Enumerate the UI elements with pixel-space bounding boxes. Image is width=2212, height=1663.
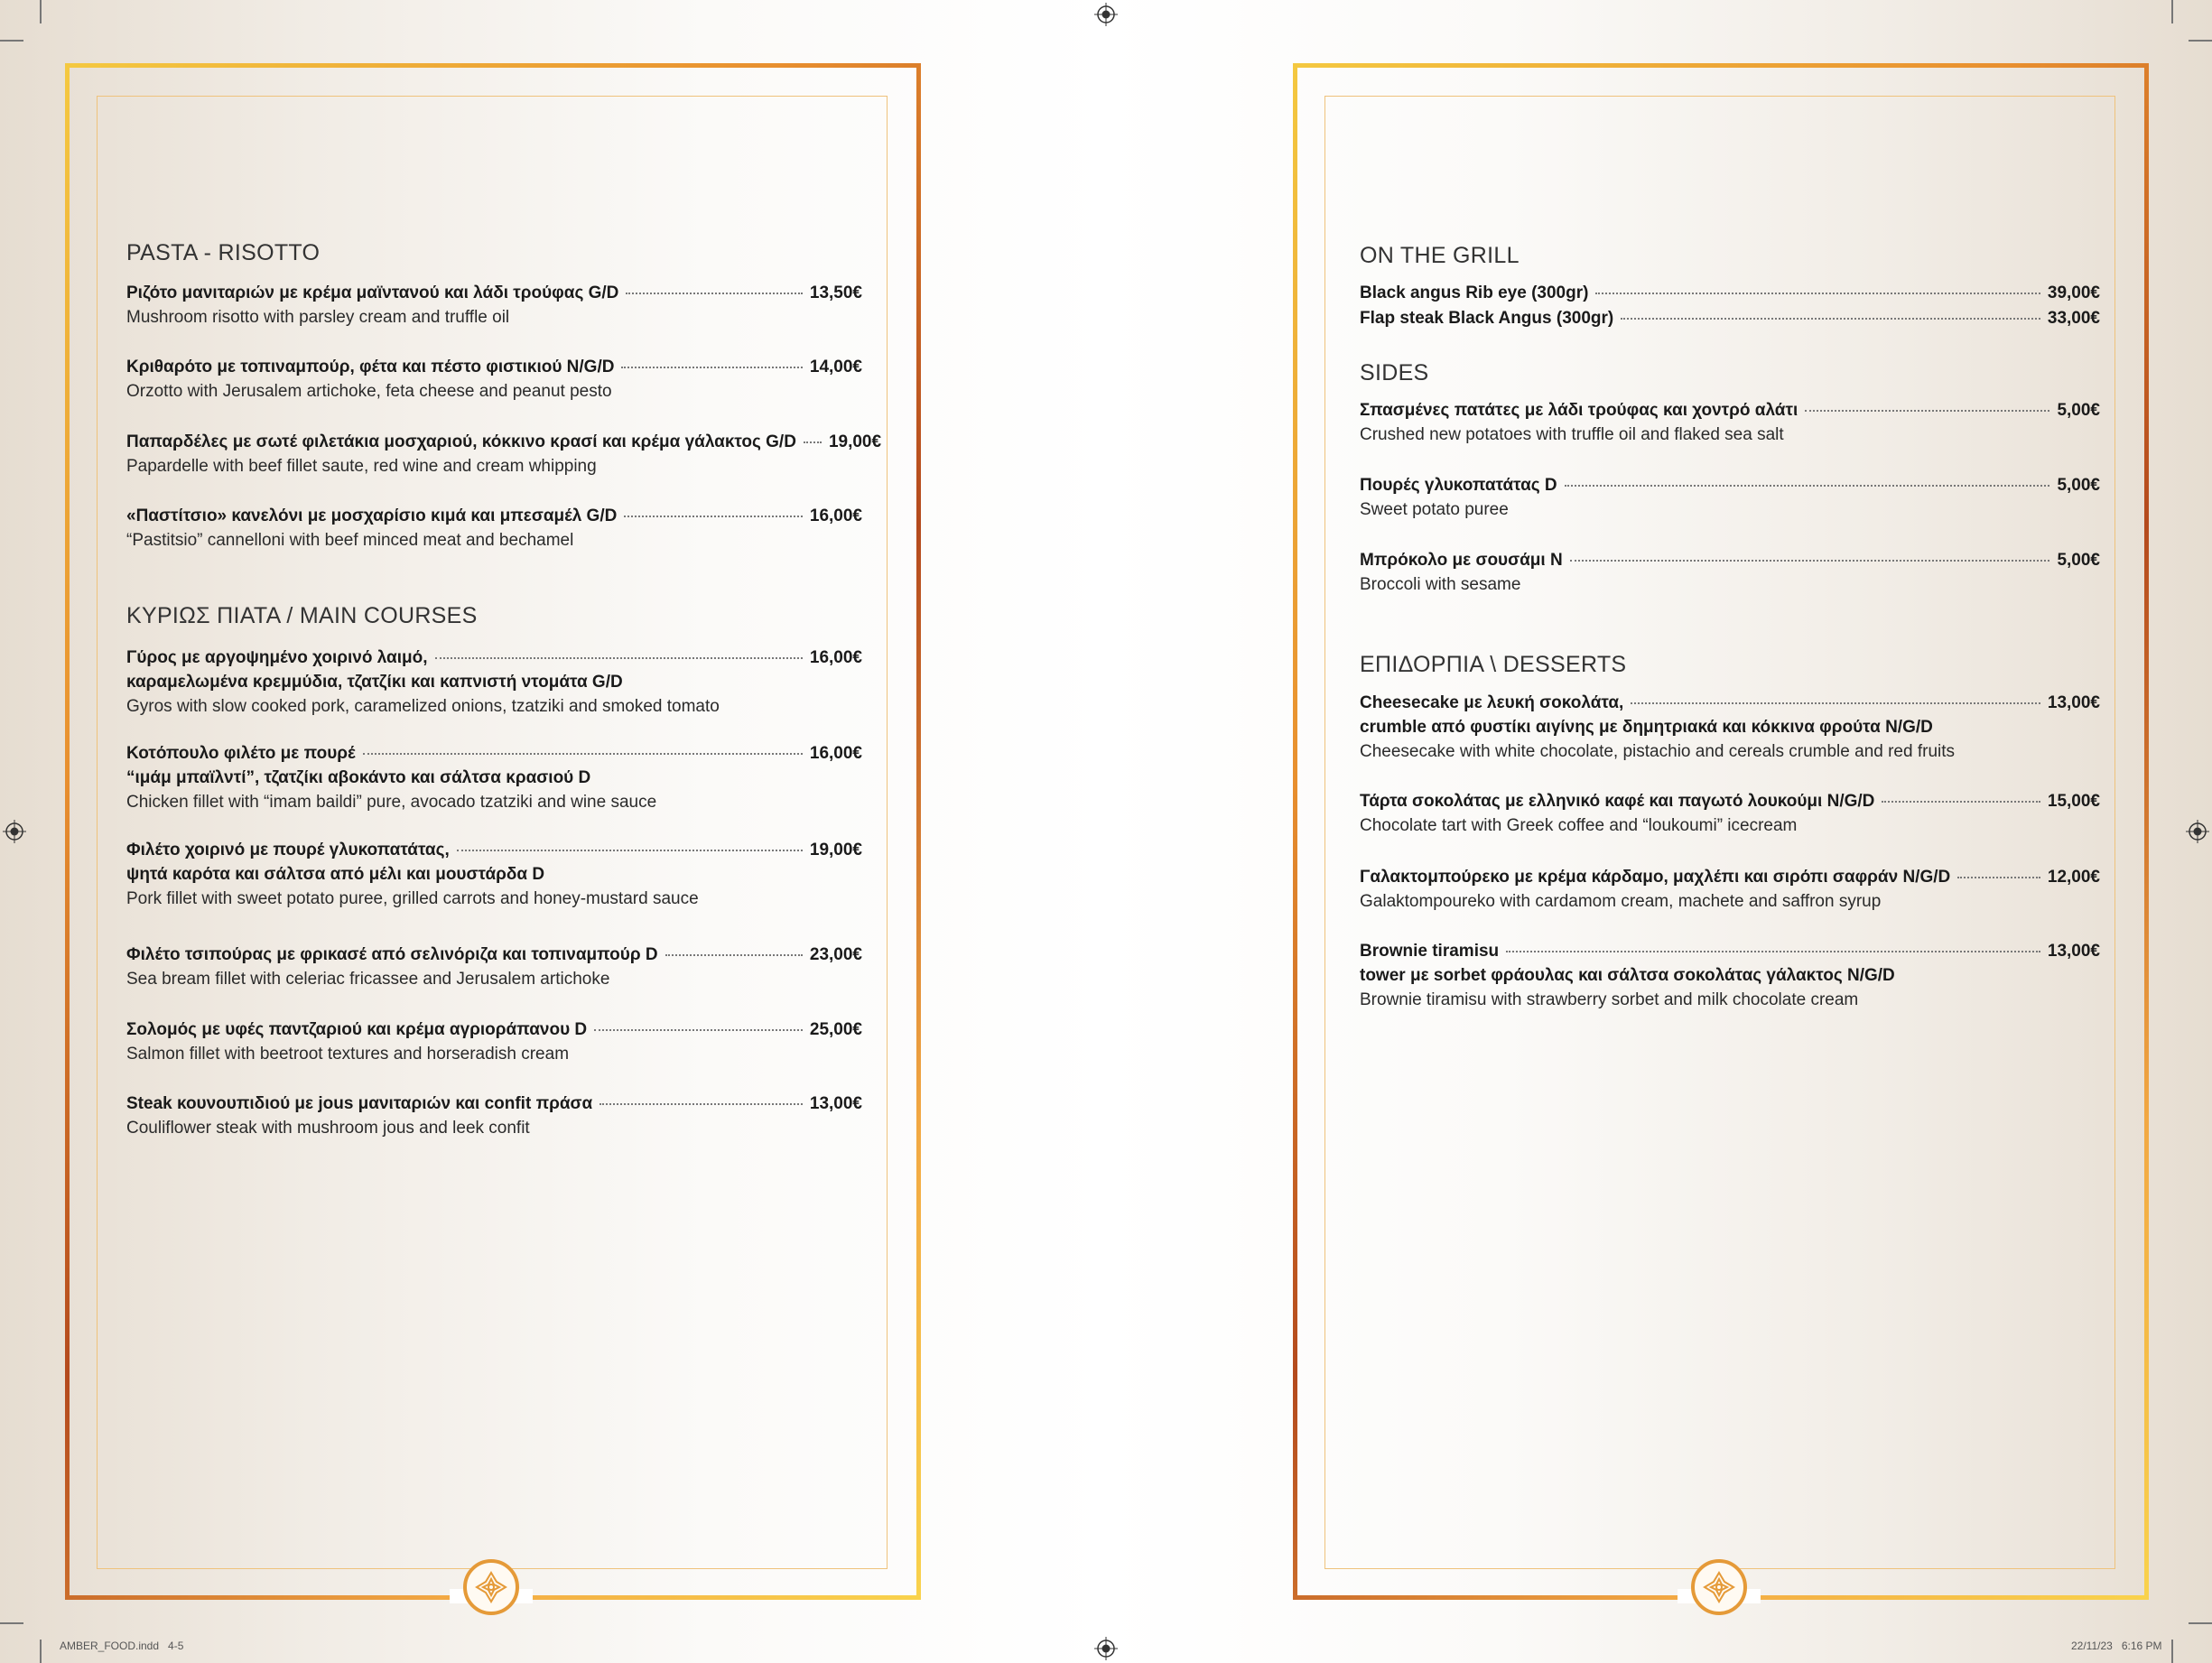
print-timestamp: 22/11/23 6:16 PM <box>2071 1640 2162 1652</box>
menu-item <box>126 648 862 717</box>
menu-item <box>1360 792 2100 836</box>
item-name: «Παστίτσιο» κανελόνι με μοσχαρίσιο κιμά και μπεσαμέλ G/D <box>126 506 618 525</box>
item-description: Papardelle with beef fillet saute, red wine and cream whipping <box>126 457 597 476</box>
item-name: Flap steak Black Angus (300gr) <box>1360 309 1614 328</box>
item-price: 16,00€ <box>809 506 862 525</box>
item-price: 13,00€ <box>2047 942 2100 961</box>
item-description: Crushed new potatoes with truffle oil and flaked sea salt <box>1360 425 1784 444</box>
leader-dots <box>594 1029 803 1031</box>
leader-dots <box>1882 801 2040 803</box>
ornament-icon <box>473 1569 509 1605</box>
item-name: Πουρές γλυκοπατάτας D <box>1360 476 1557 495</box>
item-description: Orzotto with Jerusalem artichoke, feta cheese and peanut pesto <box>126 382 612 401</box>
item-description: “Pastitsio” cannelloni with beef minced meat and bechamel <box>126 531 574 550</box>
right-emblem <box>1691 1559 1747 1615</box>
section-title-on-the-grill: ON THE GRILL <box>1360 243 1520 268</box>
item-description: Couliflower steak with mushroom jous and leek confit <box>126 1119 530 1138</box>
item-price: 5,00€ <box>2057 551 2100 570</box>
item-name: Ριζότο μανιταριών με κρέμα μαϊντανού και λάδι τρούφας G/D <box>126 283 619 302</box>
item-price: 13,50€ <box>809 283 862 302</box>
item-name: Σολομός με υφές παντζαριού και κρέμα αγριοράπανου D <box>126 1020 588 1039</box>
leader-dots <box>624 516 803 517</box>
item-name-continued: crumble από φυστίκι αιγίνης με δημητριακά και κόκκινα φρούτα N/G/D <box>1360 718 1933 737</box>
item-name: Κριθαρότο με τοπιναμπούρ, φέτα και πέστο φιστικιού N/G/D <box>126 358 615 376</box>
menu-item <box>126 1094 862 1138</box>
item-description: Chocolate tart with Greek coffee and “loukoumi” icecream <box>1360 816 1798 835</box>
leader-dots <box>363 753 803 755</box>
item-name: Brownie tiramisu <box>1360 942 1500 961</box>
item-price: 33,00€ <box>2047 309 2100 328</box>
crop-mark <box>0 40 23 42</box>
registration-mark-icon <box>3 820 26 843</box>
crop-mark <box>40 0 42 23</box>
section-title-sides: SIDES <box>1360 360 1429 386</box>
item-description: Mushroom risotto with parsley cream and truffle oil <box>126 308 510 327</box>
item-description: Broccoli with sesame <box>1360 575 1521 594</box>
item-name: Σπασμένες πατάτες με λάδι τρούφας και χοντρό αλάτι <box>1360 401 1798 420</box>
menu-item <box>1360 693 2100 762</box>
item-price: 5,00€ <box>2057 401 2100 420</box>
leader-dots <box>1565 485 2050 487</box>
menu-item <box>126 1020 862 1064</box>
item-name: Φιλέτο χοιρινό με πουρέ γλυκοπατάτας, <box>126 841 450 859</box>
item-name-continued: ψητά καρότα και σάλτσα από μέλι και μουστάρδα D <box>126 865 545 884</box>
menu-item <box>126 744 862 813</box>
item-price: 12,00€ <box>2047 868 2100 887</box>
leader-dots <box>1631 702 2040 704</box>
item-name: Steak κουνουπιδιού με jous μανιταριών και confit πράσα <box>126 1094 593 1113</box>
item-name: Παπαρδέλες με σωτέ φιλετάκια μοσχαριού, κόκκινο κρασί και κρέμα γάλακτος G/D <box>126 432 796 451</box>
crop-mark <box>2189 1622 2212 1624</box>
item-description: Chicken fillet with “imam baildi” pure, avocado tzatziki and wine sauce <box>126 793 657 812</box>
menu-item <box>1360 551 2100 595</box>
crop-mark <box>2171 0 2173 23</box>
item-price: 14,00€ <box>809 358 862 376</box>
item-price: 13,00€ <box>2047 693 2100 712</box>
item-price: 19,00€ <box>809 841 862 859</box>
leader-dots <box>599 1103 803 1105</box>
item-description: Sweet potato puree <box>1360 500 1509 519</box>
menu-item <box>126 945 862 989</box>
menu-item <box>1360 868 2100 912</box>
item-price: 23,00€ <box>809 945 862 964</box>
item-price: 13,00€ <box>809 1094 862 1113</box>
menu-item <box>126 432 882 477</box>
menu-item <box>126 283 862 328</box>
item-name: Cheesecake με λευκή σοκολάτα, <box>1360 693 1624 712</box>
leader-dots <box>665 954 803 956</box>
registration-mark-icon <box>1094 3 1118 26</box>
section-title-main-courses: ΚΥΡΙΩΣ ΠΙΑΤΑ / MAIN COURSES <box>126 603 478 628</box>
leader-dots <box>1570 560 2050 562</box>
item-name: Γύρος με αργοψημένο χοιρινό λαιμό, <box>126 648 428 667</box>
registration-mark-icon <box>2186 820 2209 843</box>
item-name: Γαλακτομπούρεκο με κρέμα κάρδαμο, μαχλέπι και σιρόπι σαφράν N/G/D <box>1360 868 1951 887</box>
item-name-continued: καραμελωμένα κρεμμύδια, τζατζίκι και καπνιστή ντομάτα G/D <box>126 673 623 692</box>
menu-item <box>126 358 862 402</box>
item-price: 15,00€ <box>2047 792 2100 811</box>
menu-item <box>1360 476 2100 520</box>
leader-dots <box>1957 877 2040 878</box>
leader-dots <box>435 657 803 659</box>
item-description: Gyros with slow cooked pork, caramelized onions, tzatziki and smoked tomato <box>126 697 720 716</box>
section-title-desserts: ΕΠΙΔΟΡΠΙΑ \ DESSERTS <box>1360 652 1627 677</box>
ornament-icon <box>1701 1569 1737 1605</box>
crop-mark <box>0 1622 23 1624</box>
item-price: 16,00€ <box>809 648 862 667</box>
leader-dots <box>626 293 802 294</box>
item-name: Κοτόπουλο φιλέτο με πουρέ <box>126 744 356 763</box>
item-name: Μπρόκολο με σουσάμι N <box>1360 551 1563 570</box>
registration-mark-icon <box>1094 1637 1118 1660</box>
menu-item <box>126 841 862 909</box>
leader-dots <box>1595 293 2040 294</box>
item-name: Black angus Rib eye (300gr) <box>1360 283 1589 302</box>
item-name: Φιλέτο τσιπούρας με φρικασέ από σελινόριζα και τοπιναμπούρ D <box>126 945 658 964</box>
item-price: 16,00€ <box>809 744 862 763</box>
menu-item <box>1360 942 2100 1010</box>
menu-item <box>126 506 862 551</box>
item-price: 39,00€ <box>2047 283 2100 302</box>
menu-item <box>1360 309 2100 329</box>
section-title-pasta-risotto: PASTA - RISOTTO <box>126 240 321 265</box>
item-price: 25,00€ <box>809 1020 862 1039</box>
item-description: Salmon fillet with beetroot textures and horseradish cream <box>126 1045 570 1064</box>
leader-dots <box>1621 318 2040 320</box>
item-description: Sea bream fillet with celeriac fricassee and Jerusalem artichoke <box>126 970 610 989</box>
leader-dots <box>804 441 822 443</box>
item-description: Galaktompoureko with cardamom cream, machete and saffron syrup <box>1360 892 1882 911</box>
item-name-continued: “ιμάμ μπαϊλντί”, τζατζίκι αβοκάντο και σάλτσα κρασιού D <box>126 768 591 787</box>
item-price: 5,00€ <box>2057 476 2100 495</box>
item-name-continued: tower με sorbet φράουλας και σάλτσα σοκολάτας γάλακτος N/G/D <box>1360 966 1895 985</box>
crop-mark <box>2189 40 2212 42</box>
leader-dots <box>621 367 802 368</box>
item-description: Cheesecake with white chocolate, pistachio and cereals crumble and red fruits <box>1360 742 1956 761</box>
file-slug: AMBER_FOOD.indd 4-5 <box>60 1640 184 1652</box>
item-name: Τάρτα σοκολάτας με ελληνικό καφέ και παγωτό λουκούμι N/G/D <box>1360 792 1875 811</box>
leader-dots <box>457 850 803 851</box>
leader-dots <box>1506 951 2040 952</box>
crop-mark <box>2171 1640 2173 1663</box>
crop-mark <box>40 1640 42 1663</box>
item-price: 19,00€ <box>828 432 882 451</box>
item-description: Brownie tiramisu with strawberry sorbet and milk chocolate cream <box>1360 990 1859 1009</box>
menu-item <box>1360 401 2100 445</box>
left-emblem <box>463 1559 519 1615</box>
leader-dots <box>1805 410 2049 412</box>
menu-item <box>1360 283 2100 303</box>
item-description: Pork fillet with sweet potato puree, grilled carrots and honey-mustard sauce <box>126 889 699 908</box>
